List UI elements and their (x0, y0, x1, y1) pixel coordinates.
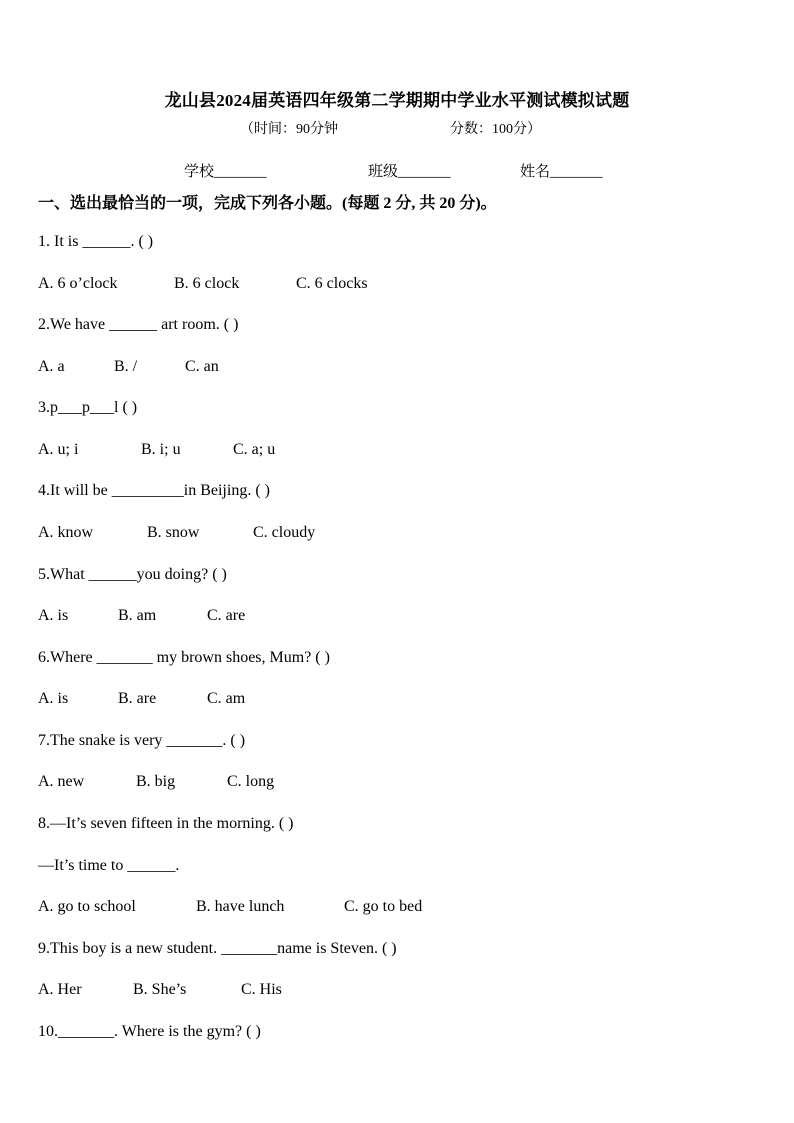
question-8: 8.—It’s seven fifteen in the morning. ( ) (38, 815, 294, 832)
option-a[interactable]: A. 6 o’clock (38, 275, 118, 292)
option-a[interactable]: A. is (38, 690, 69, 707)
time-limit: （时间：90分钟 (240, 122, 338, 137)
option-b[interactable]: B. are (118, 690, 157, 707)
question-8-reply: —It’s time to ______. (38, 857, 180, 874)
class-field[interactable]: 班级_______ (368, 164, 451, 180)
name-field[interactable]: 姓名_______ (520, 164, 603, 180)
question-9: 9.This boy is a new student. _______name is Steven. ( ) (38, 940, 397, 957)
option-b[interactable]: B. big (136, 773, 176, 790)
question-7: 7.The snake is very _______. ( ) (38, 732, 246, 749)
option-b[interactable]: B. 6 clock (174, 275, 240, 292)
question-10: 10._______. Where is the gym? ( ) (38, 1023, 261, 1040)
option-a[interactable]: A. u; i (38, 441, 79, 458)
option-a[interactable]: A. go to school (38, 898, 136, 915)
exam-title: 龙山县2024届英语四年级第二学期期中学业水平测试模拟试题 (164, 91, 630, 110)
question-1: 1. It is ______. ( ) (38, 233, 154, 250)
question-5: 5.What ______you doing? ( ) (38, 566, 227, 583)
option-b[interactable]: B. i; u (141, 441, 181, 458)
total-score: 分数：100分） (450, 122, 541, 137)
option-c[interactable]: C. an (185, 358, 219, 375)
option-c[interactable]: C. His (241, 981, 282, 998)
question-4: 4.It will be _________in Beijing. ( ) (38, 482, 270, 499)
option-a[interactable]: A. is (38, 607, 69, 624)
option-c[interactable]: C. are (207, 607, 246, 624)
school-field[interactable]: 学校_______ (184, 164, 267, 180)
option-a[interactable]: A. new (38, 773, 85, 790)
option-c[interactable]: C. cloudy (253, 524, 316, 541)
option-b[interactable]: B. / (114, 358, 138, 375)
option-a[interactable]: A. know (38, 524, 94, 541)
option-b[interactable]: B. snow (147, 524, 200, 541)
option-b[interactable]: B. She’s (133, 981, 187, 998)
question-2: 2.We have ______ art room. ( ) (38, 316, 239, 333)
option-c[interactable]: C. a; u (233, 441, 276, 458)
option-a[interactable]: A. Her (38, 981, 82, 998)
question-3: 3.p___p___l ( ) (38, 399, 138, 416)
option-c[interactable]: C. go to bed (344, 898, 423, 915)
option-b[interactable]: B. am (118, 607, 157, 624)
question-6: 6.Where _______ my brown shoes, Mum? ( ) (38, 649, 330, 666)
option-c[interactable]: C. am (207, 690, 246, 707)
section-heading: 一、选出最恰当的一项，完成下列各小题。(每题 2 分, 共 20 分)。 (38, 195, 497, 212)
option-b[interactable]: B. have lunch (196, 898, 285, 915)
option-c[interactable]: C. 6 clocks (296, 275, 368, 292)
option-a[interactable]: A. a (38, 358, 65, 375)
option-c[interactable]: C. long (227, 773, 275, 790)
